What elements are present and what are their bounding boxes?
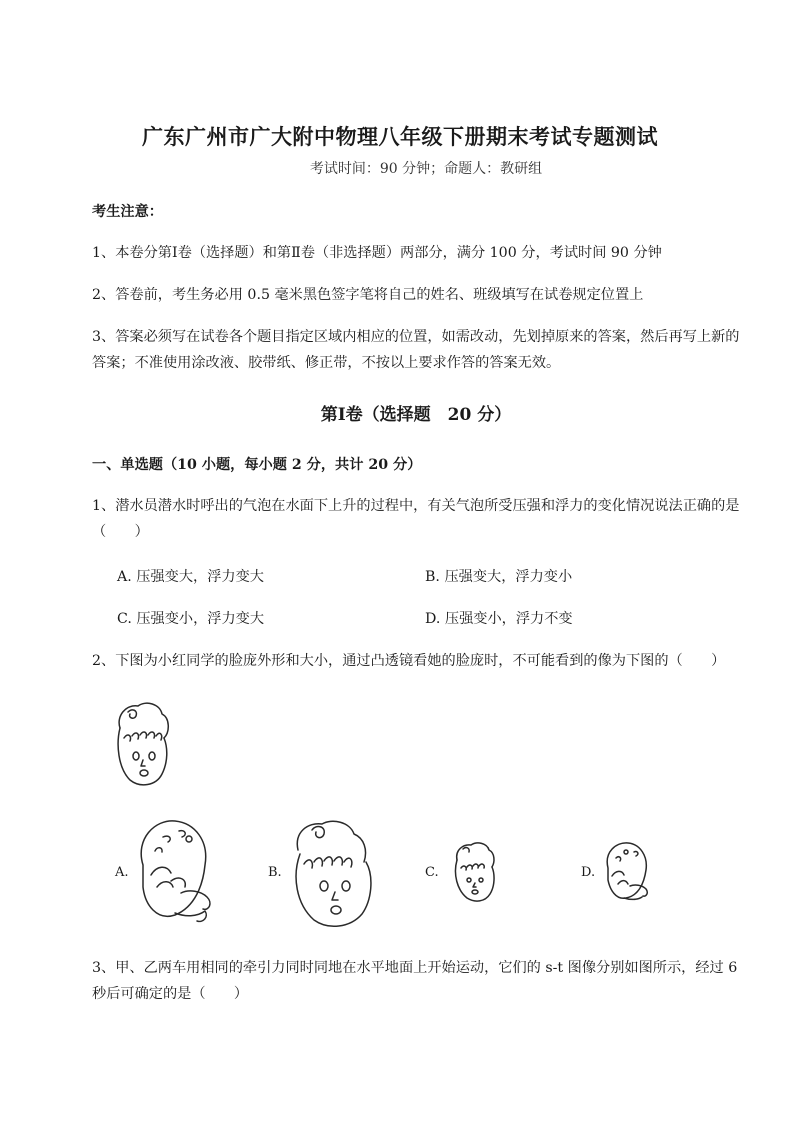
question-2-option-d-face-image[interactable]: [600, 838, 652, 904]
reference-face-image: [106, 698, 176, 790]
question-3-stem: 3、甲、乙两车用相同的牵引力同时同地在水平地面上开始运动，它们的 s-t 图像分别如图所示，经过 6 秒后可确定的是（ ）: [92, 960, 738, 1002]
question-2-stem: 2、下图为小红同学的脸庞外形和大小，通过凸透镜看她的脸庞时，不可能看到的像为下图的（ ）: [92, 653, 726, 669]
question-1-stem: 1、潜水员潜水时呼出的气泡在水面下上升的过程中，有关气泡所受压强和浮力的变化情况说法正确的是（ ）: [92, 498, 740, 540]
question-2-label-c[interactable]: C.: [425, 865, 439, 880]
exam-info: 考试时间：90 分钟；命题人：教研组: [309, 161, 543, 177]
question-2-label-b[interactable]: B.: [268, 865, 282, 880]
part-title: 一、单选题（10 小题，每小题 2 分，共计 20 分）: [92, 457, 422, 473]
question-2-option-a-face-image[interactable]: [131, 815, 215, 927]
question-2-option-c-face-image[interactable]: [449, 840, 501, 906]
notice-item-3: 3、答案必须写在试卷各个题目指定区域内相应的位置，如需改动，先划掉原来的答案，然后再写上新的答案；不准使用涂改液、胶带纸、修正带，不按以上要求作答的答案无效。: [92, 329, 740, 371]
question-2-label-d[interactable]: D.: [581, 865, 596, 880]
notice-item-2: 2、答卷前，考生务必用 0.5 毫米黑色签字笔将自己的姓名、班级填写在试卷规定位置上: [92, 287, 644, 303]
question-1-option-b[interactable]: B. 压强变大，浮力变小: [425, 569, 573, 585]
question-2-option-b-face-image[interactable]: [288, 820, 380, 932]
question-2-label-a[interactable]: A.: [115, 865, 129, 880]
question-1-option-a[interactable]: A. 压强变大，浮力变大: [117, 569, 264, 585]
question-1-option-d[interactable]: D. 压强变小，浮力不变: [425, 611, 573, 627]
question-1-option-c[interactable]: C. 压强变小，浮力变大: [117, 611, 265, 627]
page-title: 广东广州市广大附中物理八年级下册期末考试专题测试: [142, 124, 658, 149]
notice-heading: 考生注意：: [92, 204, 163, 220]
notice-item-1: 1、本卷分第Ⅰ卷（选择题）和第Ⅱ卷（非选择题）两部分，满分 100 分，考试时间 90 分钟: [92, 245, 662, 261]
section-title: 第Ⅰ卷（选择题 20 分）: [320, 405, 512, 425]
